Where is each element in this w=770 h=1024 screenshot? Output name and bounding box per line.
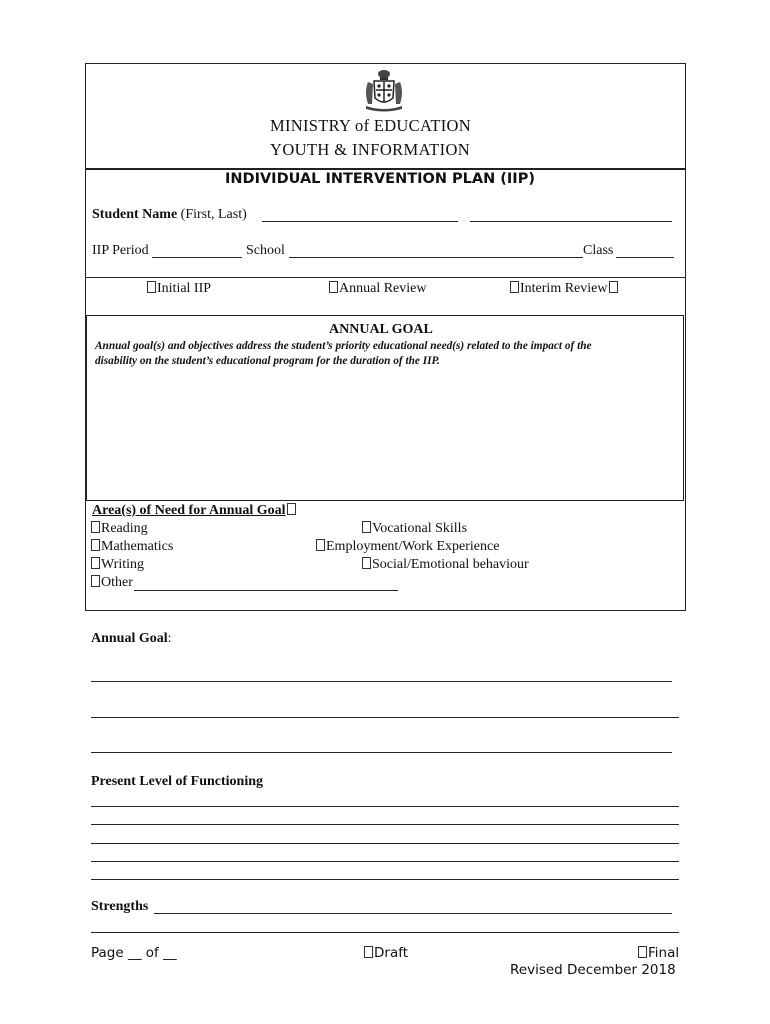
strengths-line[interactable] bbox=[154, 913, 672, 914]
annual-review-label: Annual Review bbox=[339, 281, 427, 296]
area-reading[interactable] bbox=[91, 521, 148, 537]
area-vocational-label: Vocational Skills bbox=[372, 521, 468, 536]
strengths-line[interactable] bbox=[91, 932, 679, 933]
present-level-line[interactable] bbox=[91, 879, 679, 880]
initial-iip-option[interactable] bbox=[147, 281, 211, 297]
class-label: Class bbox=[583, 243, 614, 258]
annual-goal-label bbox=[91, 631, 172, 647]
checkbox-icon[interactable] bbox=[147, 281, 156, 293]
coat-of-arms-icon bbox=[360, 66, 408, 114]
checkbox-icon[interactable] bbox=[91, 539, 100, 551]
final-option[interactable] bbox=[638, 945, 679, 961]
present-level-line[interactable] bbox=[91, 843, 679, 844]
annual-goal-description-2: disability on the student’s educational program for the duration of the IIP. bbox=[95, 355, 440, 367]
initial-iip-label: Initial IIP bbox=[157, 281, 212, 296]
ministry-title: MINISTRY of EDUCATION bbox=[270, 116, 471, 135]
checkbox-icon[interactable] bbox=[91, 557, 100, 569]
divider bbox=[86, 277, 685, 278]
class-field[interactable] bbox=[616, 257, 674, 258]
school-label: School bbox=[246, 243, 285, 258]
present-level-line[interactable] bbox=[91, 824, 679, 825]
annual-goal-label-text: Annual Goal bbox=[91, 631, 168, 646]
area-writing-label: Writing bbox=[101, 557, 144, 572]
ministry-subtitle: YOUTH & INFORMATION bbox=[270, 140, 471, 159]
student-name-label: Student Name bbox=[92, 207, 178, 222]
area-vocational[interactable] bbox=[362, 521, 467, 537]
area-employment[interactable] bbox=[316, 539, 499, 555]
revised-date: Revised December 2018 bbox=[510, 962, 676, 978]
iip-period-label: IIP Period bbox=[92, 243, 149, 258]
student-name-row bbox=[92, 207, 247, 223]
checkbox-icon[interactable] bbox=[91, 521, 100, 533]
area-mathematics-label: Mathematics bbox=[101, 539, 174, 554]
annual-goal-description-1: Annual goal(s) and objectives address the student’s priority educational need(s) related to the impact of the bbox=[95, 340, 592, 352]
area-social[interactable] bbox=[362, 557, 529, 573]
area-employment-label: Employment/Work Experience bbox=[326, 539, 500, 554]
annual-goal-line[interactable] bbox=[91, 717, 679, 718]
area-mathematics[interactable] bbox=[91, 539, 173, 555]
interim-review-option[interactable] bbox=[510, 281, 619, 297]
checkbox-icon[interactable] bbox=[362, 521, 371, 533]
annual-goal-heading: ANNUAL GOAL bbox=[329, 322, 433, 337]
annual-goal-colon: : bbox=[167, 631, 172, 646]
area-writing[interactable] bbox=[91, 557, 144, 573]
student-name-hint: (First, Last) bbox=[180, 207, 247, 222]
school-field[interactable] bbox=[289, 257, 583, 258]
area-other[interactable] bbox=[91, 575, 133, 591]
checkbox-icon[interactable] bbox=[364, 946, 373, 958]
present-level-line[interactable] bbox=[91, 861, 679, 862]
checkbox-icon[interactable] bbox=[329, 281, 338, 293]
draft-label: Draft bbox=[374, 945, 409, 961]
page-number: Page __ of __ bbox=[91, 945, 177, 961]
form-title: INDIVIDUAL INTERVENTION PLAN (IIP) bbox=[225, 171, 535, 187]
draft-option[interactable] bbox=[364, 945, 408, 961]
area-social-label: Social/Emotional behaviour bbox=[372, 557, 529, 572]
area-other-label: Other bbox=[101, 575, 133, 590]
area-reading-label: Reading bbox=[101, 521, 148, 536]
areas-heading-text: Area(s) of Need for Annual Goal bbox=[92, 503, 286, 518]
present-level-label: Present Level of Functioning bbox=[91, 774, 264, 789]
present-level-line[interactable] bbox=[91, 806, 679, 807]
checkbox-icon[interactable] bbox=[91, 575, 100, 587]
checkbox-icon[interactable] bbox=[510, 281, 519, 293]
iip-period-field[interactable] bbox=[152, 257, 242, 258]
checkbox-icon[interactable] bbox=[362, 557, 371, 569]
areas-heading bbox=[92, 503, 297, 519]
annual-goal-line[interactable] bbox=[91, 681, 672, 682]
checkbox-icon bbox=[609, 281, 618, 293]
interim-review-label: Interim Review bbox=[520, 281, 608, 296]
strengths-label: Strengths bbox=[91, 899, 149, 914]
student-last-name-field[interactable] bbox=[470, 221, 672, 222]
checkbox-icon[interactable] bbox=[638, 946, 647, 958]
checkbox-icon[interactable] bbox=[316, 539, 325, 551]
final-label: Final bbox=[648, 945, 680, 961]
area-other-field[interactable] bbox=[134, 590, 398, 591]
annual-review-option[interactable] bbox=[329, 281, 426, 297]
checkbox-icon bbox=[287, 503, 296, 515]
student-first-name-field[interactable] bbox=[262, 221, 458, 222]
annual-goal-line[interactable] bbox=[91, 752, 672, 753]
